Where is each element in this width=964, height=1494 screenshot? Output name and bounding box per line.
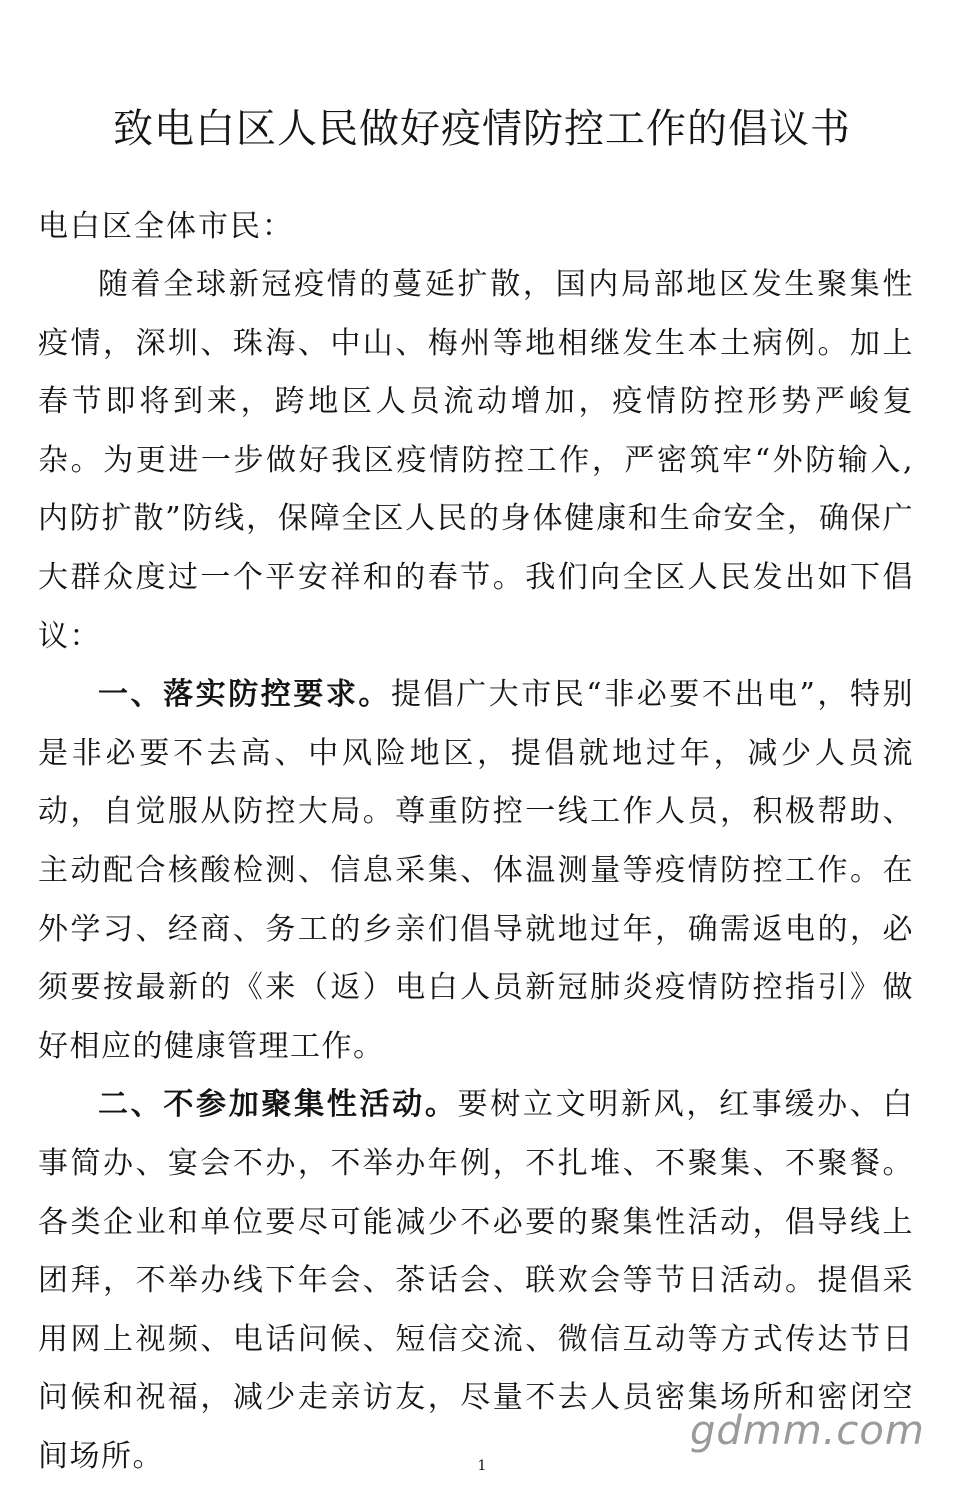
intro-paragraph <box>38 256 914 666</box>
section-two-heading: 二、不参加聚集性活动。 <box>98 1087 458 1123</box>
section-one-heading: 一、落实防控要求。 <box>98 677 391 713</box>
paragraph-text: 随着全球新冠疫情的蔓延扩散，国内局部地区发生聚集性疫情，深圳、珠海、中山、梅州等地相继发生本土病例。加上春节即将到来，跨地区人员流动增加，疫情防控形势严峻复杂。为更进一步做好我区疫情防控工作，严密筑牢“外防输入,内防扩散”防线，保障全区人民的身体健康和生命安全，确保广大群众度过一个平安祥和的春节。我们向全区人民发出如下倡议： <box>38 267 914 654</box>
document-body <box>38 256 914 1486</box>
section-one-paragraph <box>38 666 914 1076</box>
section-two-text: 要树立文明新风，红事缓办、白事简办、宴会不办，不举办年例，不扎堆、不聚集、不聚餐。各类企业和单位要尽可能减少不必要的聚集性活动，倡导线上团拜，不举办线下年会、茶话会、联欢会等节日活动。提倡采用网上视频、电话问候、短信交流、微信互动等方式传达节日问候和祝福，减少走亲访友，尽量不去人员密集场所和密闭空间场所。 <box>38 1087 914 1474</box>
salutation: 电白区全体市民： <box>38 209 294 244</box>
watermark: gdmm.com <box>690 1408 925 1454</box>
document-title: 致电白区人民做好疫情防控工作的倡议书 <box>113 105 851 152</box>
section-one-text: 提倡广大市民“非必要不出电”，特别是非必要不去高、中风险地区，提倡就地过年，减少人员流动，自觉服从防控大局。尊重防控一线工作人员，积极帮助、主动配合核酸检测、信息采集、体温测量等疫情防控工作。在外学习、经商、务工的乡亲们倡导就地过年，确需返电的，必须要按最新的《来（返）电白人员新冠肺炎疫情防控指引》做好相应的健康管理工作。 <box>38 677 914 1064</box>
page-number: 1 <box>477 1458 487 1474</box>
